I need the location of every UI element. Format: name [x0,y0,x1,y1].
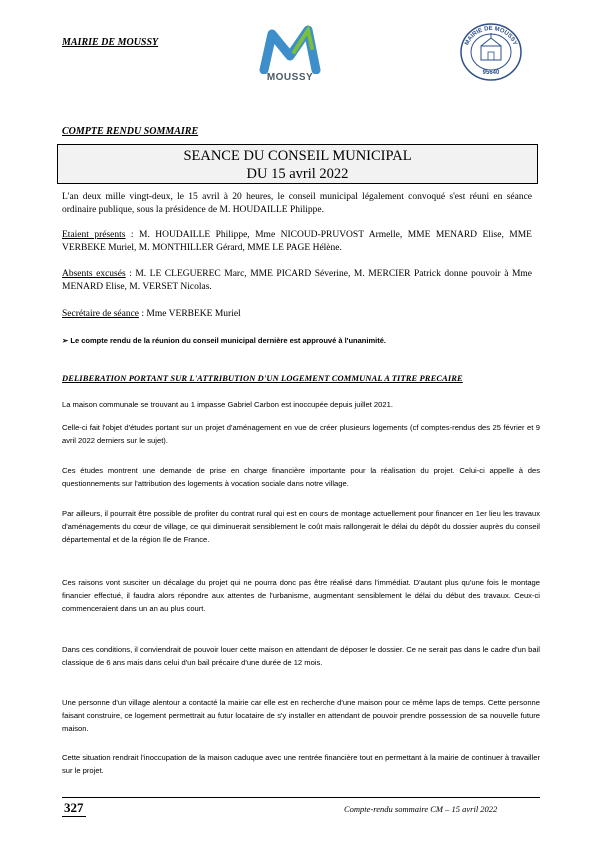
town-seal [459,22,523,82]
absents-label: Absents excusés [62,269,126,279]
title-box [57,144,538,184]
moussy-logo [250,22,330,82]
seal-top-text: MAIRIE DE MOUSSY [464,25,518,47]
paragraph: Celle-ci fait l'objet d'études portant sur un projet d'aménagement en vue de créer plusieurs logements (cf comptes-rendus des 25 février et 9 avril 2022 derniers sur le sujet). [62,423,540,445]
paragraph: La maison communale se trouvant au 1 impasse Gabriel Carbon est inoccupée depuis juillet 2021. [62,400,393,409]
deliberation-title: DELIBERATION PORTANT SUR L'ATTRIBUTION D'UN LOGEMENT COMMUNAL A TITRE PRECAIRE [62,373,463,383]
presents-paragraph [62,229,532,254]
paragraph: Ces études montrent une demande de prise en charge financière importante pour la réalisation du projet. Celui-ci appelle à des questionnements sur l'attribution des logements à vocation sociale dans notre village. [62,466,540,488]
absents-text: : M. LE CLEGUEREC Marc, MME PICARD Séverine, M. MERCIER Patrick donne pouvoir à Mme MENARD Elise, M. VERSET Nicolas. [62,269,532,292]
secretaire-paragraph [62,308,532,321]
footer-text: Compte-rendu sommaire CM – 15 avril 2022 [344,804,498,814]
presents-text: : M. HOUDAILLE Philippe, Mme NICOUD-PRUVOST Armelle, MME MENARD Elise, MME VERBEKE Muriel, M. MONTHILLER Gérard, MME LE PAGE Hélène. [62,230,532,253]
intro-paragraph: L'an deux mille vingt-deux, le 15 avril à 20 heures, le conseil municipal légalement convoqué s'est réuni en séance ordinaire publique, sous la présidence de M. HOUDAILLE Philippe. [62,192,532,215]
presents-label: Etaient présents [62,230,126,240]
logo-text: MOUSSY [266,72,314,83]
footer-divider [62,797,540,798]
secretaire-label: Secrétaire de séance [62,309,140,319]
compte-rendu-label: COMPTE RENDU SOMMAIRE [62,126,199,137]
paragraph: Dans ces conditions, il conviendrait de pouvoir louer cette maison en attendant de déposer le dossier. Ce ne serait pas dans le cadre d'un bail classique de 6 ans mais dans celui d'un bail précaire d'une durée de 12 mois. [62,645,540,667]
seal-bottom-text: 95640 [482,70,500,76]
absents-paragraph [62,268,532,293]
mairie-header: MAIRIE DE MOUSSY [62,37,159,48]
secretaire-text: : Mme VERBEKE Muriel [139,309,241,319]
paragraph: Une personne d'un village alentour a contacté la mairie car elle est en recherche d'une maison pour ce même laps de temps. Cette personne faisant construire, ce logement permettrait au futur locataire de s'y installer en attendant de pouvoir prendre possession de sa nouvelle future maison. [62,698,540,733]
seal-icon [459,22,523,82]
paragraph: Par ailleurs, il pourrait être possible de profiter du contrat rural qui est en cours de montage actuellement pour financer en 1er lieu les travaux d'aménagements du cœur de village, ce qui diminuerait sensiblement le coût mais rallongerait le délai du dépôt du dossier auprès du conseil départemental et de la région Ile de France. [62,509,540,544]
approval-bullet: ➢ Le compte rendu de la réunion du conseil municipal dernière est approuvé à l'unanimité. [62,336,386,345]
page-number: 327 [64,800,84,815]
paragraph: Cette situation rendrait l'inoccupation de la maison caduque avec une rentrée financière tout en permettant à la mairie de continuer à travailler sur le projet. [62,753,540,775]
title-line-2: DU 15 avril 2022 [246,166,349,182]
logo-mark-icon [250,22,330,74]
title-line-1: SEANCE DU CONSEIL MUNICIPAL [183,148,412,164]
paragraph: Ces raisons vont susciter un décalage du projet qui ne pourra donc pas être réalisé dans l'immédiat. D'autant plus qu'une fois le montage financier effectué, il faudra alors répondre aux attentes de l'urbanisme, augmentant sensiblement le délai du début des travaux. Ceux-ci commenceraient dans un an au plus court. [62,578,540,613]
